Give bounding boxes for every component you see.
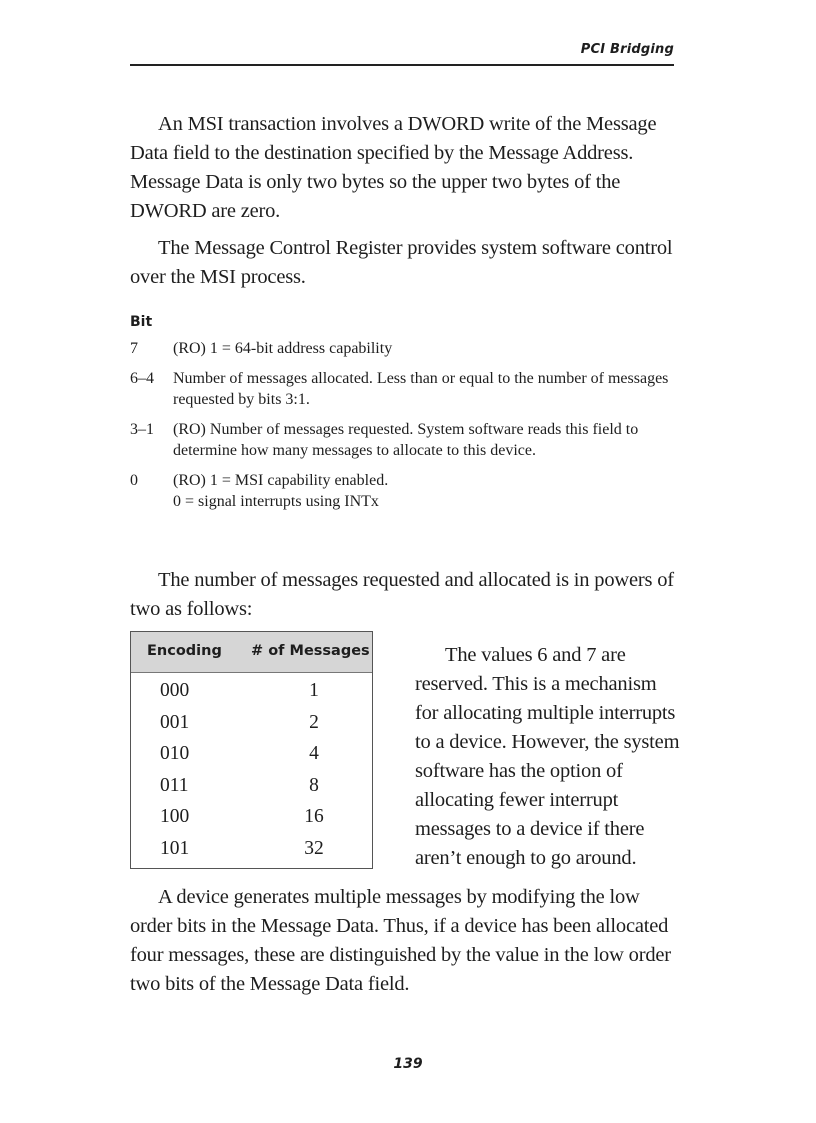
bit-row — [130, 368, 680, 410]
encoding-table — [130, 631, 373, 869]
cell-encoding: 011 — [160, 774, 189, 796]
cell-messages: 8 — [309, 774, 319, 796]
cell-messages: 1 — [309, 680, 319, 701]
bit-description: (RO) 1 = MSI capability enabled. — [173, 472, 389, 489]
running-head — [130, 40, 674, 66]
bit-description: (RO) Number of messages requested. System software reads this field to determine how many messages to allocate to this device. — [173, 421, 639, 459]
bit-row — [130, 338, 680, 359]
encoding-table-header — [131, 632, 372, 673]
bit-description: (RO) 1 = 64-bit address capability — [173, 340, 393, 357]
column-header-encoding: Encoding — [147, 643, 222, 659]
table-row — [131, 801, 372, 833]
paragraph-msi-transaction: An MSI transaction involves a DWORD write of the Message Data field to the destination specified by the Message Address. Message Data is only two bytes so the upper two bytes of the DWORD are zero. — [130, 113, 657, 222]
cell-encoding: 001 — [160, 711, 190, 733]
cell-encoding: 000 — [160, 680, 190, 701]
bit-table — [130, 338, 680, 521]
bit-table-heading: Bit — [130, 314, 153, 330]
bit-number: 6–4 — [130, 370, 154, 387]
bit-number: 7 — [130, 340, 138, 357]
page-number: 139 — [393, 1056, 423, 1072]
cell-messages: 16 — [304, 806, 324, 827]
cell-messages: 32 — [304, 837, 324, 859]
bit-description: Number of messages allocated. Less than or equal to the number of messages requested by bits 3:1. — [173, 370, 669, 408]
bit-number: 0 — [130, 472, 138, 489]
table-row — [131, 770, 372, 802]
cell-encoding: 101 — [160, 837, 190, 859]
bit-row — [130, 419, 680, 461]
table-row — [131, 675, 372, 707]
paragraph-multiple-messages: A device generates multiple messages by modifying the low order bits in the Message Data. Thus, if a device has been allocated four messages, these are distinguished by the value in the low order two bits of the Message Data field. — [130, 886, 671, 995]
table-row — [131, 833, 372, 865]
paragraph-powers-of-two: The number of messages requested and allocated is in powers of two as follows: — [130, 569, 674, 620]
paragraph-reserved-values: The values 6 and 7 are reserved. This is a mechanism for allocating multiple interrupts to a device. However, the system software has the option of allocating fewer interrupt messages to a device if there aren’t enough to go around. — [415, 644, 680, 869]
table-row — [131, 707, 372, 739]
cell-messages: 2 — [309, 711, 319, 733]
paragraph-message-control: The Message Control Register provides system software control over the MSI process. — [130, 237, 673, 288]
cell-encoding: 010 — [160, 743, 190, 764]
cell-messages: 4 — [309, 743, 319, 764]
bit-row — [130, 470, 680, 512]
cell-encoding: 100 — [160, 806, 190, 827]
bit-description-line-2: 0 = signal interrupts using INTx — [173, 493, 379, 510]
bit-number: 3–1 — [130, 421, 154, 438]
column-header-messages: # of Messages — [251, 643, 370, 659]
table-row — [131, 738, 372, 770]
running-head-title: PCI Bridging — [580, 42, 674, 57]
